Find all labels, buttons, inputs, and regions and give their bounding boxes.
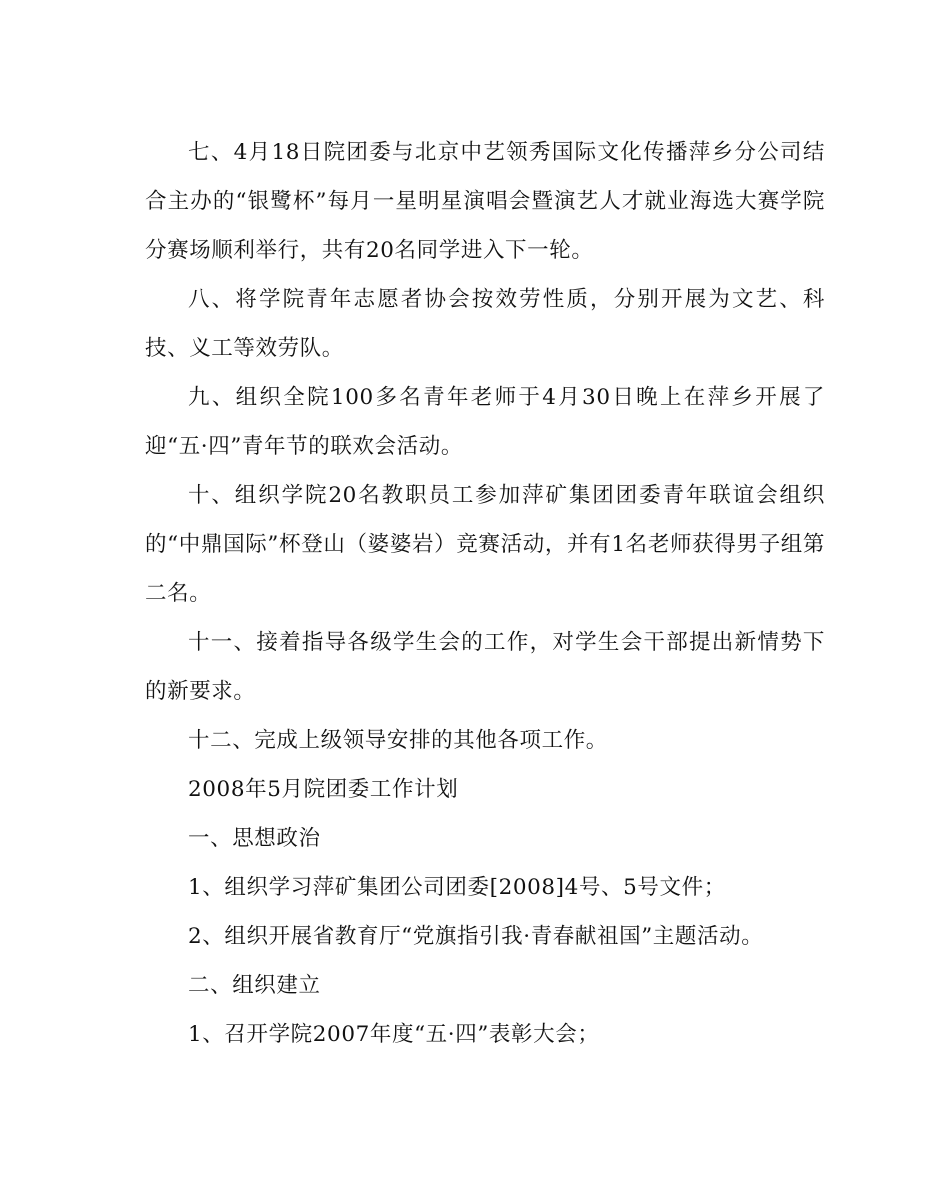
paragraph-8: 八、将学院青年志愿者协会按效劳性质，分别开展为文艺、科技、义工等效劳队。 [145, 287, 825, 361]
list-item-theme-activity: 2、组织开展省教育厅“党旗指引我·青春献祖国”主题活动。 [188, 924, 764, 949]
section-title: 2008年5月院团委工作计划 [188, 777, 459, 802]
list-item-commendation-meeting: 1、召开学院2007年度“五·四”表彰大会； [188, 1022, 600, 1047]
paragraph-12: 十二、完成上级领导安排的其他各项工作。 [188, 728, 608, 753]
paragraph-10: 十、组织学院20名教职员工参加萍矿集团团委青年联谊会组织的“中鼎国际”杯登山（婆婆岩）竞赛活动，并有1名老师获得男子组第二名。 [145, 483, 825, 606]
document-body [145, 128, 825, 1059]
heading-organization: 二、组织建立 [188, 973, 321, 998]
paragraph-11: 十一、接着指导各级学生会的工作，对学生会干部提出新情势下的新要求。 [145, 630, 825, 704]
list-item-study-documents: 1、组织学习萍矿集团公司团委[2008]4号、5号文件； [188, 875, 726, 900]
paragraph-7: 七、4月18日院团委与北京中艺领秀国际文化传播萍乡分公司结合主办的“银鹭杯”每月一星明星演唱会暨演艺人才就业海选大赛学院分赛场顺利举行，共有20名同学进入下一轮。 [145, 140, 825, 263]
heading-ideology: 一、思想政治 [188, 826, 321, 851]
paragraph-9: 九、组织全院100多名青年老师于4月30日晚上在萍乡开展了迎“五·四”青年节的联欢会活动。 [145, 385, 825, 459]
